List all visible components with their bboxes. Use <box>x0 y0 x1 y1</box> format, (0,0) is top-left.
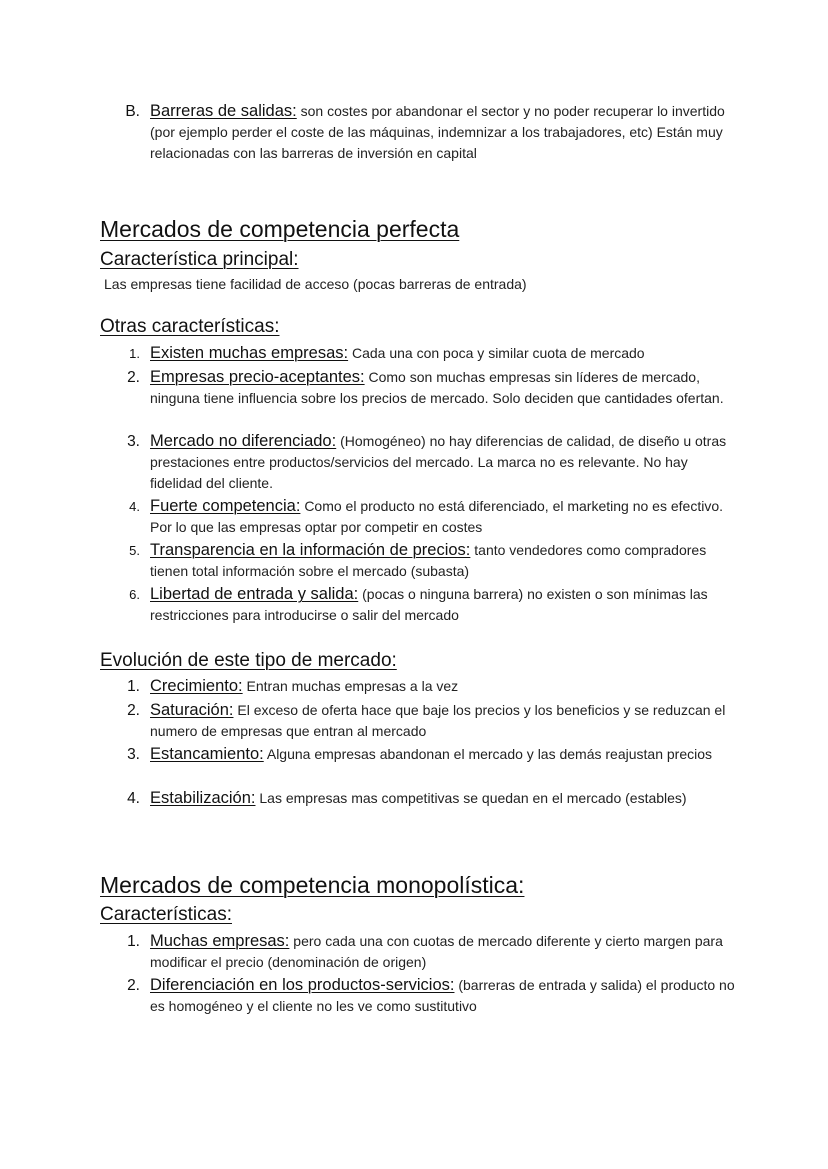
list-number: 2. <box>127 702 140 719</box>
list-number: 3. <box>127 746 140 763</box>
heading-otras-caracteristicas: Otras características: <box>100 316 280 337</box>
item-term: Transparencia en la información de precios: <box>150 541 471 559</box>
item-term: Diferenciación en los productos-servicios: <box>150 976 455 994</box>
item-text: Alguna empresas abandonan el mercado y las demás reajustan precios <box>266 746 713 762</box>
list-number: 4. <box>127 790 140 807</box>
heading-caracteristica-principal: Característica principal: <box>100 249 299 270</box>
list-number: 3. <box>127 433 140 450</box>
list-number: 2. <box>127 977 140 994</box>
item-text: son costes por abandonar el sector y no poder recuperar lo invertido (por ejemplo perder el coste de las máquinas, indemnizar a los trabajadores, etc) Están muy relacionadas con las barreras de inversión en capital <box>150 103 725 161</box>
section-title-competencia-perfecta: Mercados de competencia perfecta <box>100 216 460 242</box>
item-term: Saturación: <box>150 701 234 719</box>
item-text: El exceso de oferta hace que baje los precios y los beneficios y se reduzcan el numero de empresas que entran al mercado <box>150 702 726 739</box>
list-number: 6. <box>129 587 140 602</box>
item-term: Muchas empresas: <box>150 932 290 950</box>
item-text: pero cada una con cuotas de mercado diferente y cierto margen para modificar el precio (denominación de origen) <box>150 933 723 970</box>
list-number: 2. <box>127 369 140 386</box>
item-term: Existen muchas empresas: <box>150 344 349 362</box>
item-term: Estabilización: <box>150 789 256 807</box>
item-term: Mercado no diferenciado: <box>150 432 337 450</box>
item-text: (pocas o ninguna barrera) no existen o son mínimas las restricciones para introducirse o salir del mercado <box>150 586 708 623</box>
item-term: Crecimiento: <box>150 677 243 695</box>
item-term: Barreras de salidas: <box>150 102 297 120</box>
item-text: (barreras de entrada y salida) el producto no es homogéneo y el cliente no les ve como sustitutivo <box>150 977 735 1014</box>
item-text: (Homogéneo) no hay diferencias de calidad, de diseño u otras prestaciones entre productos/servicios del mercado. La marca no es relevante. No hay fidelidad del cliente. <box>150 433 727 491</box>
heading-caracteristicas: Características: <box>100 904 232 925</box>
item-text: Las empresas mas competitivas se quedan en el mercado (estables) <box>259 790 687 806</box>
item-term: Estancamiento: <box>150 745 264 763</box>
list-number: 1. <box>127 678 140 695</box>
item-term: Libertad de entrada y salida: <box>150 585 359 603</box>
heading-evolucion: Evolución de este tipo de mercado: <box>100 650 397 671</box>
item-text: Entran muchas empresas a la vez <box>246 678 459 694</box>
section-title-competencia-monopolistica: Mercados de competencia monopolística: <box>100 872 525 898</box>
item-term: Empresas precio-aceptantes: <box>150 368 365 386</box>
item-text: Como son muchas empresas sin líderes de mercado, ninguna tiene influencia sobre los precios de mercado. Solo deciden que cantidades ofertan. <box>150 369 724 406</box>
item-text: Como el producto no está diferenciado, el marketing no es efectivo. Por lo que las empresas optar por competir en costes <box>150 498 723 535</box>
item-term: Fuerte competencia: <box>150 497 301 515</box>
caracteristica-principal-text: Las empresas tiene facilidad de acceso (pocas barreras de entrada) <box>104 276 527 292</box>
list-number: 1. <box>129 346 140 361</box>
item-text: Cada una con poca y similar cuota de mercado <box>351 345 645 361</box>
item-text: tanto vendedores como compradores tienen total información sobre el mercado (subasta) <box>150 542 707 579</box>
list-number: 1. <box>127 933 140 950</box>
list-number: 5. <box>129 543 140 558</box>
list-number: 4. <box>129 499 140 514</box>
list-marker: B. <box>125 103 140 120</box>
